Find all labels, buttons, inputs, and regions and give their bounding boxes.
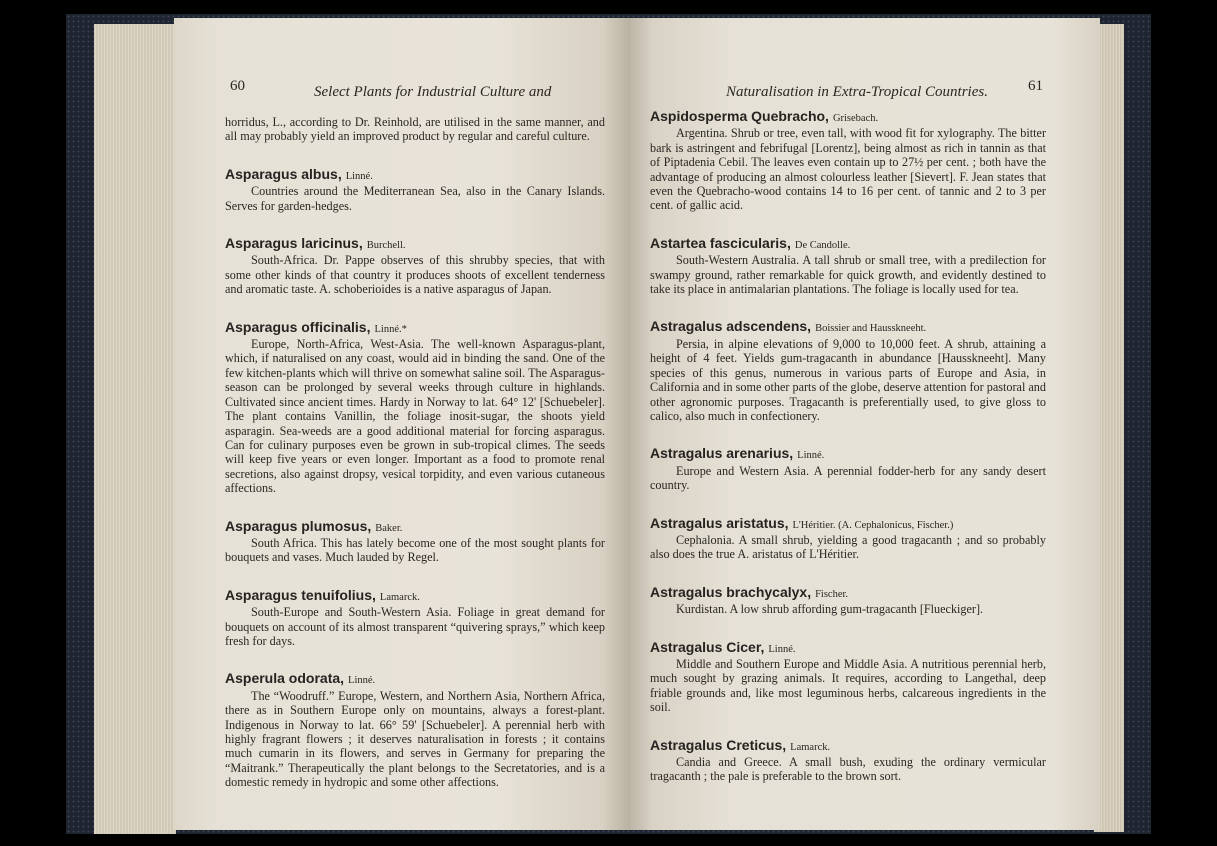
species-authority: Baker. bbox=[375, 522, 403, 534]
species-authority: Linné. bbox=[345, 170, 373, 182]
entry-description: Persia, in alpine elevations of 9,000 to 10,000 feet. A shrub, attaining a height of 4 feet. Yields gum-tragacanth in abundance [Hausskneeht]. Many species of this genus, numerous in various parts of Europe and Asia, in California and in some other parts of the globe, deserve attention for pastoral and other agronomic purposes. Tragacanth is preferentially used, to give gloss to calico, also much in confectionery. bbox=[650, 336, 1046, 423]
page-number: 60 bbox=[230, 78, 245, 94]
entry bbox=[225, 587, 605, 649]
species-authority: Grisebach. bbox=[832, 113, 879, 124]
entry bbox=[225, 235, 605, 297]
entry bbox=[650, 639, 1046, 715]
species-authority: Lamarck. bbox=[790, 741, 831, 753]
entry-description: Middle and Southern Europe and Middle Asia. A nutritious perennial herb, much sought by grazing animals. It requires, according to Langethal, deep friable grounds and, like most leguminous herbs, calcareous ingredients in the soil. bbox=[650, 656, 1046, 715]
entry-heading bbox=[225, 235, 605, 253]
species-name: Astragalus Cicer, bbox=[650, 638, 765, 655]
entry bbox=[650, 108, 1046, 213]
species-name: Asparagus officinalis, bbox=[225, 318, 371, 335]
entry-description: The “Woodruff.” Europe, Western, and Northern Asia, Northern Africa, there as in Southern Europe only on mountains, always a forest-plant. Indigenous in Norway to lat. 66° 59' [Schuebeler]. A perennial herb with highly fragrant flowers ; it deserves naturalisation in forests ; it contains much cumarin in its flowers, and serves in Germany for preparing the “Maitrank.” Therapeutically the plant belongs to the Secretatories, and is a domestic remedy in hydropic and some other affections. bbox=[225, 688, 605, 790]
entry-heading bbox=[225, 518, 605, 536]
species-name: Astragalus arenarius, bbox=[650, 445, 794, 462]
species-name: Astragalus aristatus, bbox=[650, 514, 789, 531]
species-name: Aspidosperma Quebracho, bbox=[650, 108, 829, 124]
entry-heading bbox=[650, 235, 1046, 253]
entry-description: South-Europe and South-Western Asia. Foliage in great demand for bouquets on account of its almost transparent “quivering sprays,” which keep fresh for days. bbox=[225, 605, 605, 648]
intro-paragraph: horridus, L., according to Dr. Reinhold, are utilised in the same manner, and all may probably yield an improved product by regular and careful culture. bbox=[225, 115, 605, 144]
species-authority: Linné.* bbox=[374, 323, 407, 335]
species-authority: Burchell. bbox=[366, 240, 406, 252]
entry bbox=[650, 584, 1046, 617]
page-number: 61 bbox=[1028, 78, 1043, 94]
entry-heading bbox=[650, 737, 1046, 755]
species-name: Asparagus tenuifolius, bbox=[225, 586, 376, 603]
entry bbox=[225, 518, 605, 565]
entry bbox=[225, 670, 605, 789]
species-authority: Boissier and Hausskneeht. bbox=[815, 323, 927, 335]
entry-description: Argentina. Shrub or tree, even tall, with wood fit for xylography. The bitter bark is astringent and febrifugal [Lorentz], being almost as rich in tannin as that of Piptadenia Cebil. The leaves even contain up to 27½ per cent. ; both have the advantage of producing an almost colourless leather [Sievert]. F. Jean states that even the Quebracho-wood contains 14 to 16 per cent. of tannic and 2 to 3 per cent. of gallic acid. bbox=[650, 126, 1046, 213]
species-authority: Lamarck. bbox=[379, 591, 420, 603]
entry-heading bbox=[225, 587, 605, 605]
right-page bbox=[630, 18, 1100, 830]
entry bbox=[650, 737, 1046, 784]
running-head: Select Plants for Industrial Culture and bbox=[314, 84, 552, 100]
entry-description: South-Western Australia. A tall shrub or small tree, with a predilection for swampy ground, rather remarkable for quick growth, and evidently destined to take its place in antimalarian plantations. The foliage is locally used for tea. bbox=[650, 253, 1046, 297]
entry-description: South-Africa. Dr. Pappe observes of this shrubby species, that with some other kinds of that country it produces shoots of excellent tenderness and aromatic taste. A. schoberioides is a native asparagus of Japan. bbox=[225, 253, 605, 297]
entry bbox=[650, 515, 1046, 562]
species-authority: Linné. bbox=[768, 643, 796, 655]
entry-description: Kurdistan. A low shrub affording gum-tragacanth [Flueckiger]. bbox=[676, 602, 984, 617]
entry-list bbox=[650, 108, 1046, 784]
species-name: Astartea fascicularis, bbox=[650, 234, 791, 251]
left-page bbox=[174, 18, 630, 830]
running-head: Naturalisation in Extra-Tropical Countries. bbox=[726, 84, 988, 100]
species-authority: De Candolle. bbox=[794, 239, 851, 251]
entry-heading bbox=[225, 166, 605, 184]
entry-heading bbox=[650, 108, 1046, 126]
entry-heading bbox=[650, 515, 1046, 533]
species-authority: Linné. bbox=[348, 675, 376, 687]
species-name: Asparagus albus, bbox=[225, 165, 342, 182]
entry-heading bbox=[225, 670, 605, 688]
entry-description: Europe, North-Africa, West-Asia. The well-known Asparagus-plant, which, if naturalised on any coast, would aid in binding the sand. One of the few kitchen-plants which will thrive on somewhat saline soil. The Asparagus-season can be prolonged by several weeks through culture in highlands. Cultivated since ancient times. Hardy in Norway to lat. 64° 12' [Schuebeler]. The plant contains Vanillin, the foliage inosit-sugar, the shoots yield asparagin. Sea-weeds are a good additional material for forcing asparagus. Can for culinary purposes even be grown in sub-tropical climes. The seeds will keep five years or even longer. Important as a food to promote renal secretions, also against dropsy, vesical torpidity, and even various cutaneous affections. bbox=[225, 337, 605, 496]
right-page-body bbox=[650, 108, 1046, 806]
entry-heading bbox=[650, 639, 1046, 657]
entry-list bbox=[225, 166, 605, 790]
species-authority: L'Héritier. (A. Cephalonicus, Fischer.) bbox=[792, 519, 954, 531]
entry-heading bbox=[650, 584, 1046, 602]
entry-heading bbox=[650, 318, 1046, 336]
species-name: Astragalus Creticus, bbox=[650, 736, 787, 753]
entry bbox=[650, 235, 1046, 297]
entry-heading bbox=[225, 319, 605, 337]
entry-description: Candia and Greece. A small bush, exuding the ordinary vermicular tragacanth ; the pale is preferable to the brown sort. bbox=[650, 755, 1046, 784]
entry-description: Europe and Western Asia. A perennial fodder-herb for any sandy desert country. bbox=[650, 463, 1046, 493]
entry bbox=[225, 319, 605, 496]
entry bbox=[225, 166, 605, 213]
entry bbox=[650, 318, 1046, 423]
species-name: Astragalus brachycalyx, bbox=[650, 583, 812, 600]
species-authority: Fischer. bbox=[815, 588, 849, 600]
species-name: Asparagus laricinus, bbox=[225, 235, 363, 252]
entry-description: Cephalonia. A small shrub, yielding a good tragacanth ; and so probably also does the true A. aristatus of L'Héritier. bbox=[650, 532, 1046, 562]
species-authority: Linné. bbox=[797, 450, 825, 462]
entry bbox=[650, 445, 1046, 492]
page-edges-left bbox=[94, 24, 176, 834]
entry-heading bbox=[650, 445, 1046, 463]
species-name: Asparagus plumosus, bbox=[225, 517, 372, 534]
species-name: Asperula odorata, bbox=[225, 670, 345, 687]
species-name: Astragalus adscendens, bbox=[650, 318, 812, 335]
entry-description: South Africa. This has lately become one of the most sought plants for bouquets and vases. Much lauded by Regel. bbox=[225, 535, 605, 565]
entry-description: Countries around the Mediterranean Sea, also in the Canary Islands. Serves for garden-hedges. bbox=[225, 184, 605, 213]
left-page-body bbox=[225, 115, 605, 812]
